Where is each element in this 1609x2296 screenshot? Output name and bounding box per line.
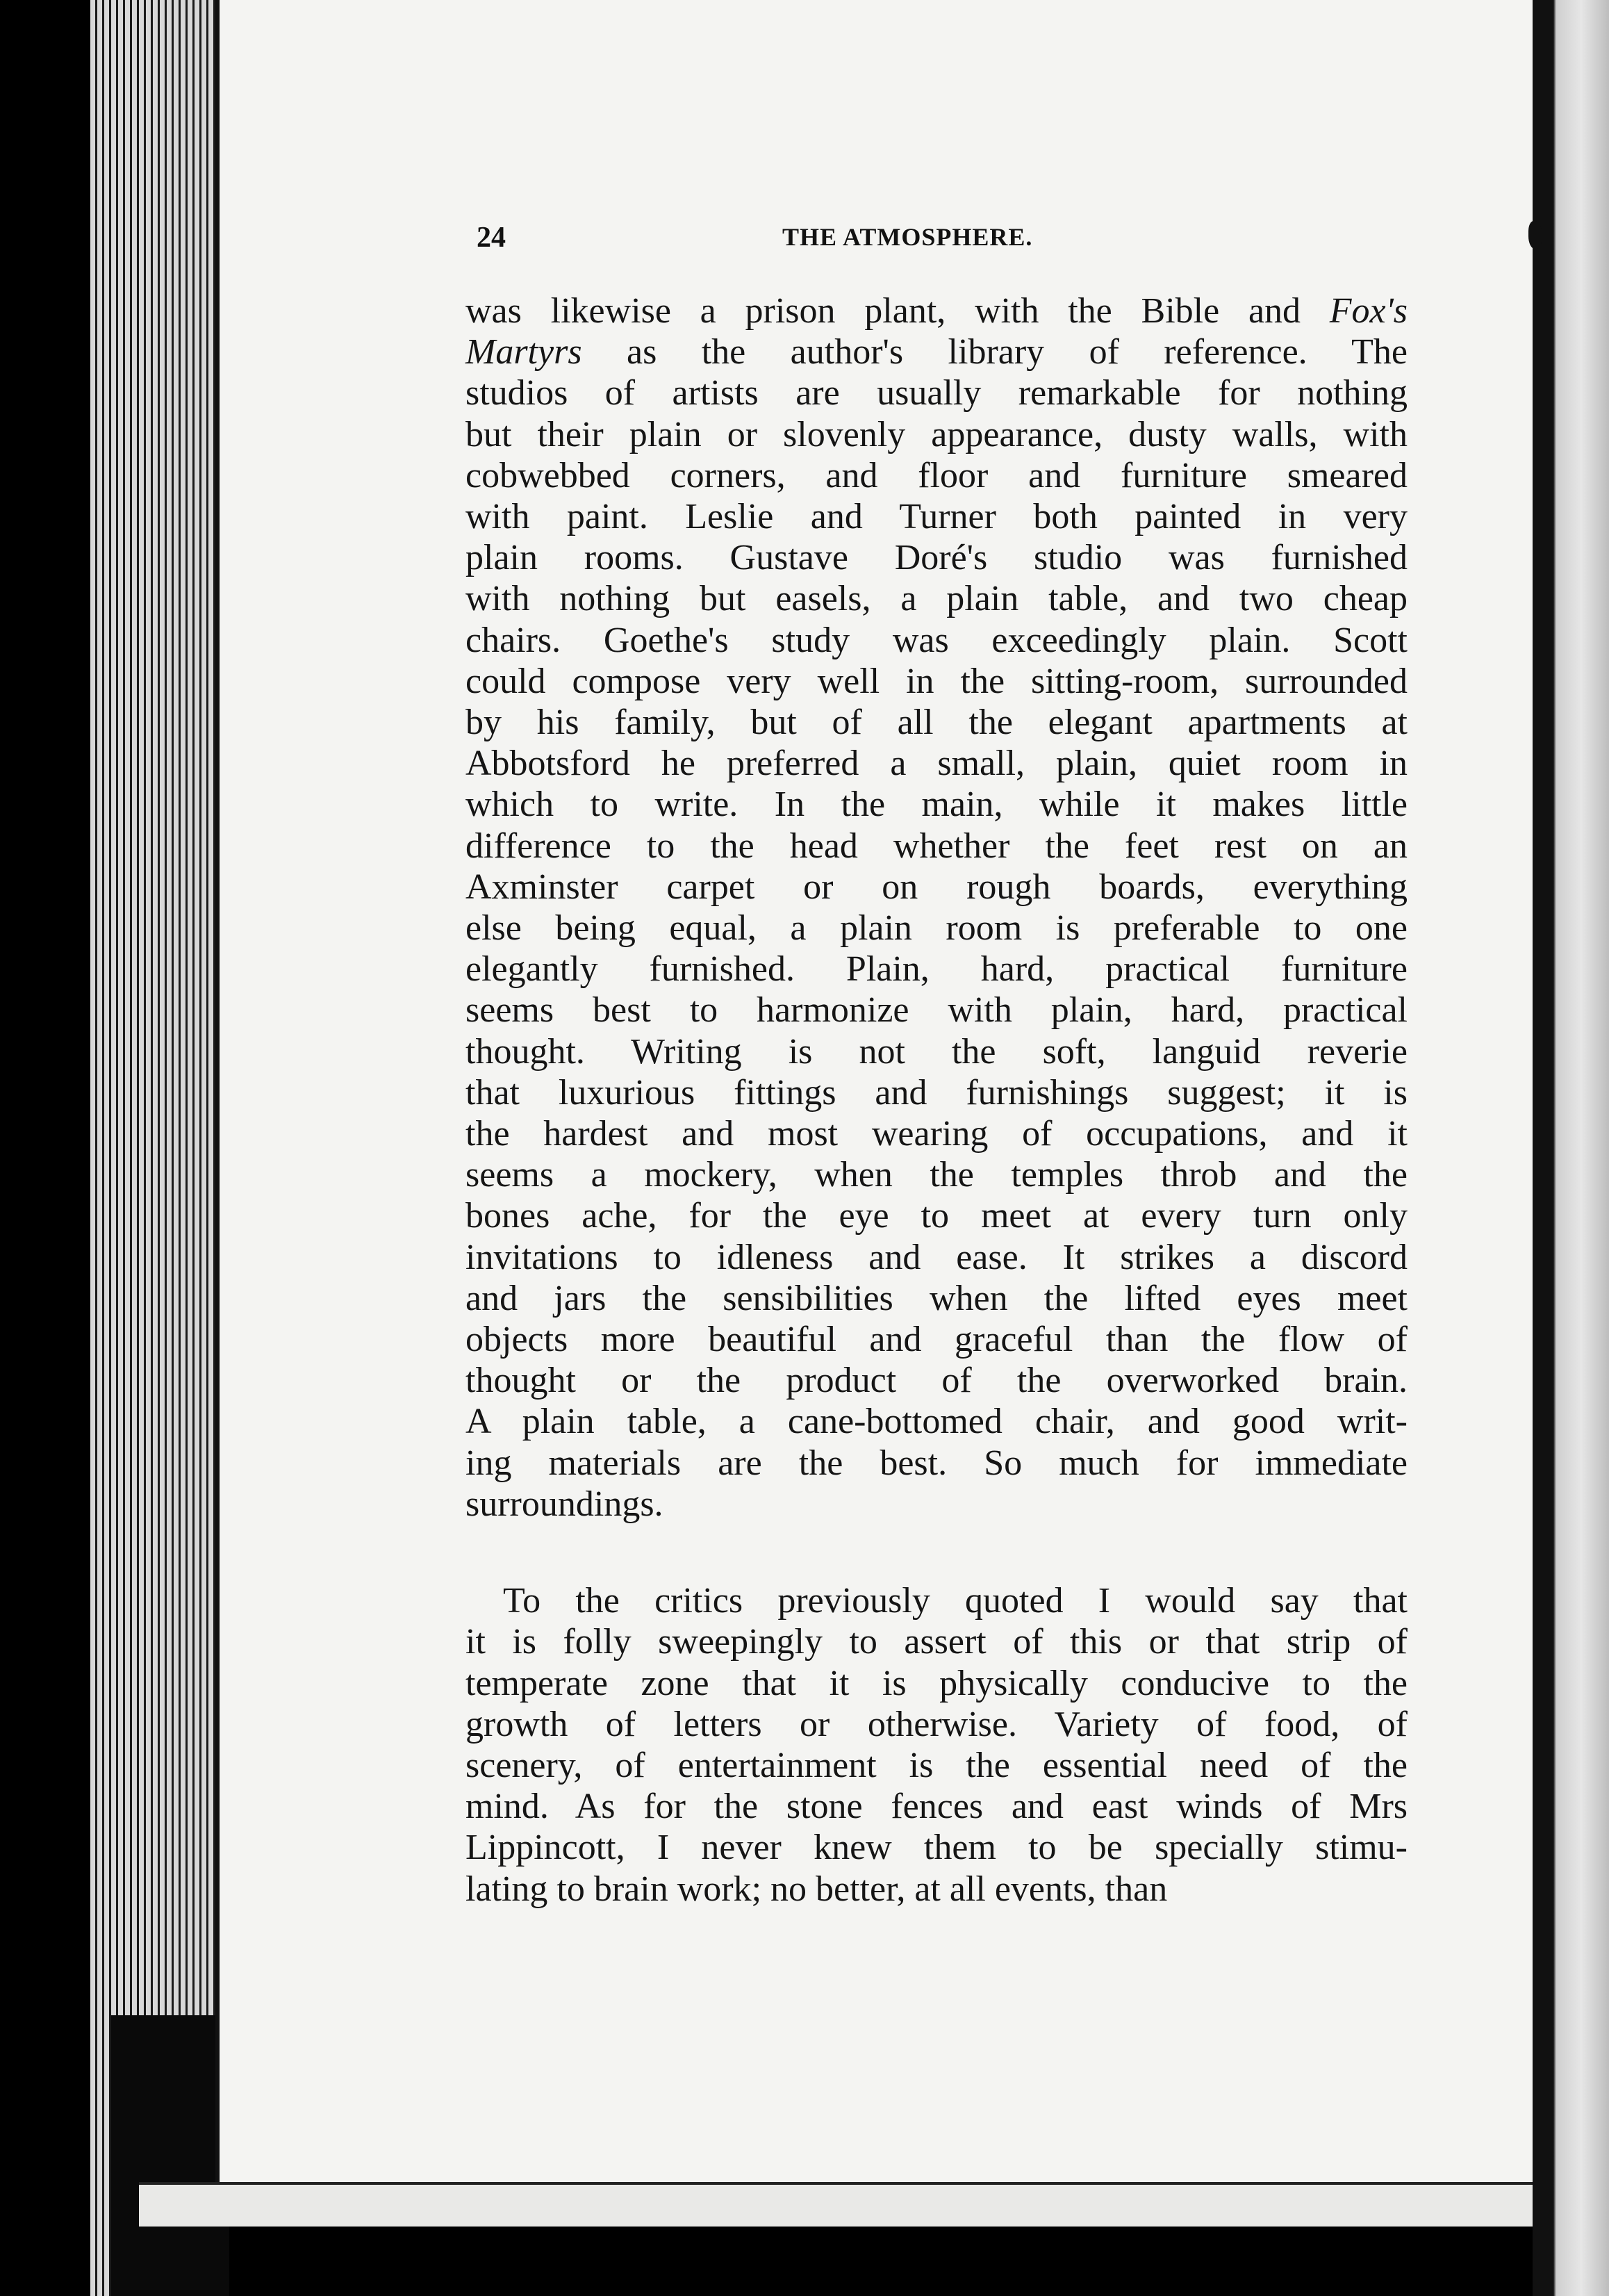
text-run: invitations to idleness and ease. It strikes a discord [465,1237,1408,1277]
text-run: the hardest and most wearing of occupations, and it [465,1114,1408,1154]
text-run: ing materials are the best. So much for immediate [465,1443,1408,1483]
text-run: thought or the product of the overworked brain. [465,1361,1408,1401]
text-run: by his family, but of all the elegant apartments at [465,703,1408,743]
text-line [465,1031,1408,1072]
text-run: but their plain or slovenly appearance, dusty walls, with [465,414,1408,454]
text-line [465,1113,1408,1154]
text-run: chairs. Goethe's study was exceedingly plain. Scott [465,620,1408,660]
text-line [465,990,1408,1031]
text-line [465,908,1408,949]
page-edges [90,0,229,2296]
text-line [465,1360,1408,1401]
right-page-gutter [1533,0,1609,2296]
text-line [465,414,1408,455]
text-run: elegantly furnished. Plain, hard, practical furniture [465,949,1408,990]
text-line [465,702,1408,743]
text-line [465,1580,1408,1621]
text-line [465,784,1408,825]
text-line [465,1278,1408,1319]
text-line [465,661,1408,702]
text-line [465,1786,1408,1827]
text-run: bones ache, for the eye to meet at every turn only [465,1196,1408,1236]
text-run: else being equal, a plain room is preferable to one [465,908,1408,949]
text-run: Abbotsford he preferred a small, plain, quiet room in [465,744,1408,784]
text-run: Lippincott, I never knew them to be specially stimu- [465,1828,1408,1868]
text-run: A plain table, a cane-bottomed chair, and good writ- [465,1402,1408,1442]
text-line [465,1072,1408,1113]
text-run: thought. Writing is not the soft, languid reverie [465,1031,1408,1072]
binding-shadow [111,2015,229,2296]
text-line [465,1195,1408,1236]
text-run: and jars the sensibilities when the lifted eyes meet [465,1278,1408,1318]
text-run: which to write. In the main, while it makes little [465,785,1408,825]
text-line [465,1154,1408,1195]
text-line [465,455,1408,496]
text-run: could compose very well in the sitting-room, surrounded [465,661,1408,701]
text-line [465,1621,1408,1662]
text-run: as the author's library of reference. The [581,332,1408,372]
text-run: mind. As for the stone fences and east winds of Mrs [465,1787,1408,1827]
text-line [465,826,1408,867]
text-line [465,578,1408,619]
text-line [465,331,1408,372]
running-head-title: THE ATMOSPHERE. [782,223,1033,251]
paragraph [465,1580,1408,1910]
text-line [465,1237,1408,1278]
text-line [465,620,1408,661]
text-run: seems best to harmonize with plain, hard, practical [465,990,1408,1031]
text-run: that luxurious fittings and furnishings suggest; it is [465,1072,1408,1113]
text-run: scenery, of entertainment is the essential need of the [465,1745,1408,1785]
text-line [465,1484,1408,1525]
page-bottom-edge [139,2182,1535,2227]
text-line [465,949,1408,990]
text-line [465,743,1408,784]
text-line [465,1443,1408,1484]
text-line [465,537,1408,578]
text-run: with nothing but easels, a plain table, and two cheap [465,579,1408,619]
text-line [465,290,1408,331]
text-line [465,1319,1408,1360]
text-run: was likewise a prison plant, with the Bible and [465,291,1330,331]
running-header [477,221,1414,263]
text-line [465,1663,1408,1704]
text-run: it is folly sweepingly to assert of this or that strip of [465,1622,1408,1662]
text-run: cobwebbed corners, and floor and furniture smeared [465,455,1408,495]
italic-title: Martyrs [465,332,582,372]
text-run: studios of artists are usually remarkable for nothing [465,373,1408,413]
text-run: lating to brain work; no better, at all events, than [465,1869,1168,1909]
ink-mark [1528,221,1542,249]
page-number: 24 [477,222,506,254]
text-run: growth of letters or otherwise. Variety of food, of [465,1704,1408,1744]
text-line [465,1827,1408,1868]
text-line [465,372,1408,413]
text-line [465,1869,1408,1910]
text-run: surroundings. [465,1484,663,1524]
text-run: with paint. Leslie and Turner both painted in very [465,497,1408,537]
text-run: plain rooms. Gustave Doré's studio was furnished [465,538,1408,578]
text-run: temperate zone that it is physically conducive to the [465,1663,1408,1703]
text-line [465,1704,1408,1745]
text-run: objects more beautiful and graceful than the flow of [465,1320,1408,1360]
text-run: difference to the head whether the feet rest on an [465,826,1408,866]
text-line [465,867,1408,908]
text-run: To the critics previously quoted I would say that [503,1581,1408,1621]
text-run: Axminster carpet or on rough boards, everything [465,867,1408,907]
italic-title: Fox's [1329,291,1408,331]
text-line [465,496,1408,537]
paragraph [465,290,1408,1525]
body-text [465,290,1408,1910]
text-line [465,1745,1408,1786]
text-line [465,1401,1408,1442]
text-run: seems a mockery, when the temples throb and the [465,1155,1408,1195]
